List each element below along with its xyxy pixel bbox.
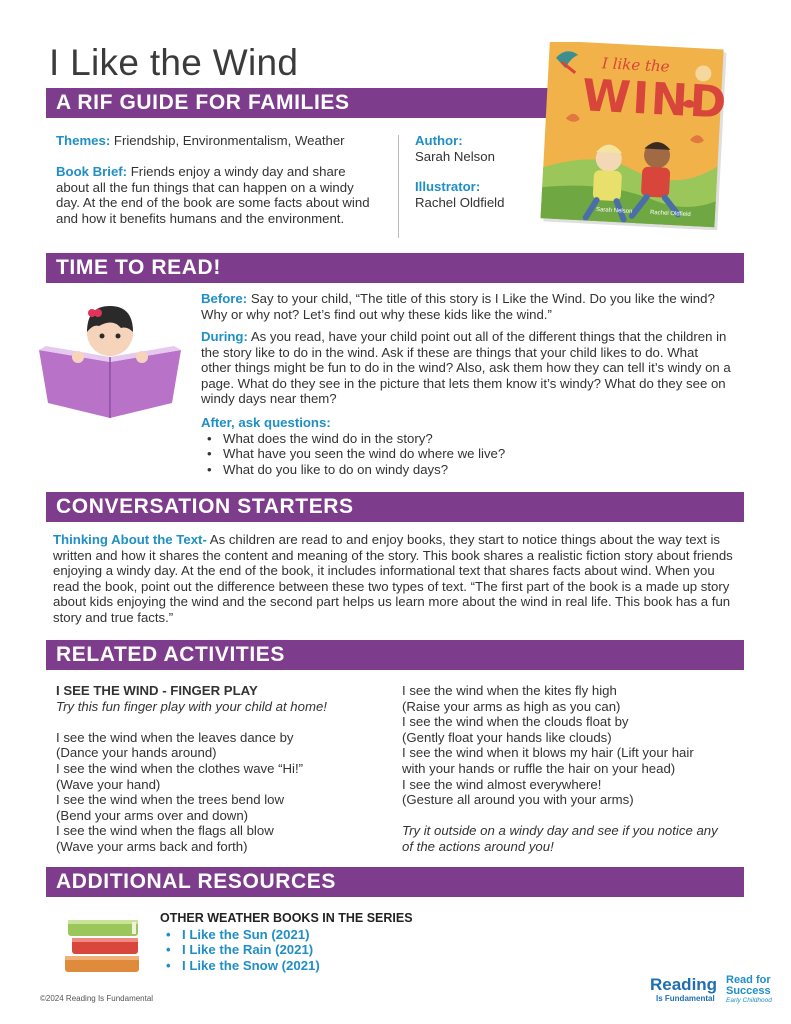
page-title: I Like the Wind xyxy=(49,42,299,83)
after-label: After, ask questions: xyxy=(201,415,331,430)
logo-read-for-text: Read for xyxy=(726,974,771,986)
cover-title-small: I like the xyxy=(601,54,671,76)
finger-play-line: I see the wind when it blows my hair (Lift your hair xyxy=(402,745,694,761)
reading-child-illustration xyxy=(36,300,191,420)
before-label: Before: xyxy=(201,291,248,306)
after-question-list xyxy=(201,431,731,478)
series-book-link[interactable]: • I Like the Rain (2021) xyxy=(160,942,500,958)
book-brief xyxy=(56,164,381,226)
rif-logo xyxy=(650,976,720,1008)
illustrator-block xyxy=(415,179,545,210)
conversation-paragraph xyxy=(53,532,733,626)
finger-play-closing: Try it outside on a windy day and see if you notice any of the actions around you! xyxy=(402,823,718,854)
finger-play-line: (Raise your arms as high as you can) xyxy=(402,698,621,714)
finger-play-line: with your hands or ruffle the hair on your head) xyxy=(402,760,676,776)
guide-subtitle-bar: A RIF GUIDE FOR FAMILIES xyxy=(46,88,556,118)
illustrator-name: Rachel Oldfield xyxy=(415,194,505,210)
finger-play-line: (Wave your hand) xyxy=(56,776,161,792)
book-stack-illustration xyxy=(60,910,145,978)
additional-resources-heading: ADDITIONAL RESOURCES xyxy=(46,867,744,897)
logo-success-text: Success xyxy=(726,985,771,997)
logo-reading-text: Reading xyxy=(650,975,718,994)
during-text: As you read, have your child point out all of the different things that the children in the story like to do in the wind. Ask if these are things that your child likes to do. What other things might be fun to do in the wind? Also, ask them how they can tell it’s windy on a page. What do they see in the picture that lets them know it’s windy? What do they see on windy days near them? xyxy=(201,329,731,407)
finger-play-line: I see the wind when the flags all blow xyxy=(56,823,274,839)
book-cover xyxy=(540,42,730,230)
illustrator-label: Illustrator: xyxy=(415,179,481,194)
finger-play-line: I see the wind when the trees bend low xyxy=(56,792,284,808)
finger-play-line: I see the wind when the clouds float by xyxy=(402,714,629,730)
copyright-notice: ©2024 Reading Is Fundamental xyxy=(40,994,154,1003)
series-title: OTHER WEATHER BOOKS IN THE SERIES xyxy=(160,911,413,925)
finger-play-line: I see the wind when the leaves dance by xyxy=(56,729,294,745)
finger-play-line: I see the wind when the kites fly high xyxy=(402,683,617,698)
finger-play-line: (Wave your arms back and forth) xyxy=(56,838,248,854)
read-for-success-logo xyxy=(726,975,788,1009)
during-label: During: xyxy=(201,329,248,344)
cover-illustrator: Rachel Oldfield xyxy=(649,209,691,219)
series-list xyxy=(160,927,500,974)
finger-play-line: (Dance your hands around) xyxy=(56,745,217,761)
themes-value: Friendship, Environmentalism, Weather xyxy=(113,133,345,148)
list-item: • What does the wind do in the story? xyxy=(201,431,731,447)
during-paragraph xyxy=(201,329,731,407)
list-item: • What do you like to do on windy days? xyxy=(201,462,731,478)
finger-play-left-column xyxy=(56,683,396,855)
series-block xyxy=(160,911,500,973)
conversation-label: Thinking About the Text- xyxy=(53,532,207,547)
finger-play-line: I see the wind when the clothes wave “Hi!” xyxy=(56,760,304,776)
themes-line xyxy=(56,133,391,149)
conversation-text: As children are read to and enjoy books, they start to notice things about the way text is written and how it shares the content and meaning of the story. This book shares a realistic fiction story about friends enjoying a windy day. At the end of the book, it includes informational text that shares facts about wind. When you read the book, point out the difference between these two types of text. “The first part of the book is a made up story about kids enjoying the wind and the second part helps us learn more about the wind in real life. This book has a fun story and true facts.” xyxy=(53,532,733,625)
before-text: Say to your child, “The title of this story is I Like the Wind. Do you like the wind? Why or why not? Let’s find out why these kids like the wind.” xyxy=(201,291,715,322)
author-name: Sarah Nelson xyxy=(415,148,495,164)
after-block xyxy=(201,415,731,477)
finger-play-intro: Try this fun finger play with your child at home! xyxy=(56,698,327,714)
cover-title-big: WIND xyxy=(580,70,730,129)
finger-play-line: (Gently float your hands like clouds) xyxy=(402,729,612,745)
conversation-starters-heading: CONVERSATION STARTERS xyxy=(46,492,744,522)
author-block xyxy=(415,133,545,164)
finger-play-line: (Gesture all around you with your arms) xyxy=(402,792,634,808)
finger-play-title: I SEE THE WIND - FINGER PLAY xyxy=(56,683,258,698)
book-brief-text: Friends enjoy a windy day and share about all the fun things that can happen on a windy day. At the end of the book are some facts about wind and how it benefits humans and the environment. xyxy=(56,164,370,226)
time-to-read-heading: TIME TO READ! xyxy=(46,253,744,283)
cover-author: Sarah Nelson xyxy=(595,207,633,215)
before-paragraph xyxy=(201,291,731,322)
finger-play-line: (Bend your arms over and down) xyxy=(56,807,249,823)
logo-early-text: Early Childhood xyxy=(726,997,772,1004)
finger-play-right-column xyxy=(402,683,737,855)
finger-play-line: I see the wind almost everywhere! xyxy=(402,776,602,792)
series-book-link[interactable]: • I Like the Snow (2021) xyxy=(160,958,500,974)
logo-rif-text: Is Fundamental xyxy=(656,994,715,1003)
book-brief-label: Book Brief: xyxy=(56,164,128,179)
list-item: • What have you seen the wind do where we live? xyxy=(201,446,731,462)
series-book-link[interactable]: • I Like the Sun (2021) xyxy=(160,927,500,943)
author-label: Author: xyxy=(415,133,463,148)
related-activities-heading: RELATED ACTIVITIES xyxy=(46,640,744,670)
column-divider xyxy=(398,135,399,238)
themes-label: Themes: xyxy=(56,133,111,148)
